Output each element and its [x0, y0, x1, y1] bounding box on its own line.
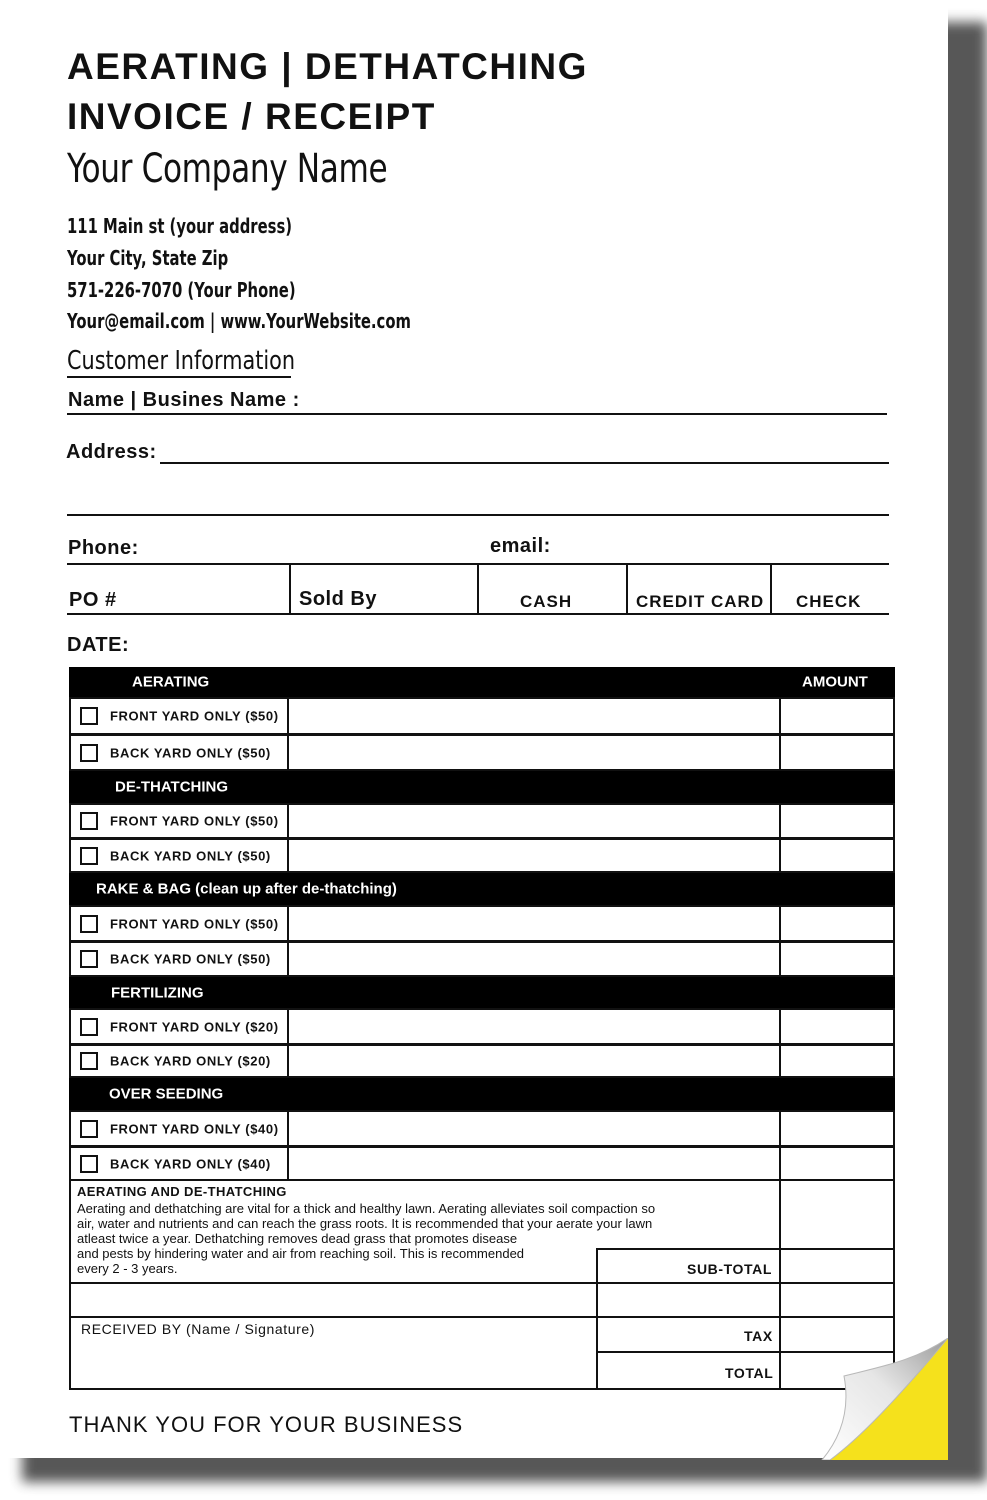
company-web: Your@email.com | www.YourWebsite.com [67, 309, 411, 333]
notes-line: Aerating and dethatching are vital for a thick and healthy lawn. Aerating alleviates soil compaction so [77, 1201, 656, 1216]
description-field[interactable] [287, 734, 781, 771]
section-header-rake-bag [69, 873, 895, 905]
extra-amount-field[interactable] [779, 1282, 895, 1318]
tax-label: TAX [744, 1328, 773, 1344]
description-field[interactable] [287, 1044, 781, 1078]
heading-underline [67, 376, 291, 378]
service-row [69, 1110, 895, 1147]
date-label: DATE: [67, 634, 130, 656]
section-title: OVER SEEDING [109, 1085, 224, 1103]
service-row [69, 1008, 895, 1045]
service-item-label: FRONT YARD ONLY ($20) [110, 1019, 279, 1034]
amount-field[interactable] [779, 1110, 895, 1147]
amount-header: AMOUNT [802, 673, 868, 691]
totals-block [69, 1179, 895, 1390]
address-label: Address: [66, 441, 157, 463]
received-by-label: RECEIVED BY (Name / Signature) [81, 1321, 316, 1337]
company-city: Your City, State Zip [67, 246, 229, 270]
description-field[interactable] [287, 697, 781, 735]
service-item-label: FRONT YARD ONLY ($50) [110, 813, 279, 829]
po-row-underline [67, 613, 889, 615]
description-field[interactable] [287, 1110, 781, 1147]
service-row [69, 734, 895, 771]
notes-title: AERATING AND DE-THATCHING [77, 1184, 287, 1199]
service-row [69, 803, 895, 839]
amount-field[interactable] [779, 1008, 895, 1045]
company-address: 111 Main st (your address) [67, 214, 293, 238]
divider [626, 564, 628, 614]
divider [477, 564, 479, 614]
service-item-label: FRONT YARD ONLY ($50) [110, 916, 279, 931]
service-row [69, 697, 895, 735]
checkbox[interactable] [80, 1155, 98, 1173]
subtotal-label: SUB-TOTAL [687, 1261, 772, 1277]
checkbox[interactable] [80, 1018, 98, 1036]
section-header-over-seeding [69, 1078, 895, 1110]
service-row [69, 1044, 895, 1078]
description-field[interactable] [287, 941, 781, 977]
checkbox[interactable] [80, 1052, 98, 1070]
checkbox[interactable] [80, 847, 98, 865]
amount-field[interactable] [779, 905, 895, 942]
notes-line: every 2 - 3 years. [77, 1261, 178, 1276]
description-field[interactable] [287, 838, 781, 873]
address-field-1[interactable] [160, 462, 889, 464]
service-row [69, 905, 895, 942]
section-title: RAKE & BAG (clean up after de-thatching) [96, 880, 397, 898]
service-item-label: FRONT YARD ONLY ($50) [110, 708, 279, 724]
company-name: Your Company Name [67, 146, 388, 192]
company-phone: 571-226-7070 (Your Phone) [67, 278, 296, 302]
title-line-2: INVOICE / RECEIPT [67, 96, 436, 137]
section-header-dethatching [69, 771, 895, 803]
divider [770, 564, 772, 614]
name-label: Name | Busines Name : [68, 389, 300, 411]
email-label: email: [490, 535, 551, 557]
service-item-label: BACK YARD ONLY ($50) [110, 848, 271, 863]
service-item-label: BACK YARD ONLY ($50) [110, 745, 271, 760]
section-header-aerating [69, 667, 895, 697]
checkbox[interactable] [80, 915, 98, 933]
service-row [69, 941, 895, 977]
description-field[interactable] [287, 1008, 781, 1045]
description-field[interactable] [287, 905, 781, 942]
service-row [69, 838, 895, 873]
divider [289, 564, 291, 614]
amount-field[interactable] [779, 697, 895, 735]
po-label: PO # [69, 589, 117, 611]
description-field[interactable] [287, 803, 781, 839]
credit-card-option[interactable]: CREDIT CARD [636, 592, 765, 611]
page-curl-icon [820, 1338, 948, 1460]
check-option[interactable]: CHECK [796, 592, 862, 611]
phone-label: Phone: [68, 537, 139, 559]
section-title: DE-THATCHING [115, 778, 229, 796]
notes-line: air, water and nutrients and can reach the grass roots. It is recommended that your aerate your lawn [77, 1216, 653, 1231]
service-item-label: BACK YARD ONLY ($50) [110, 951, 271, 967]
amount-field[interactable] [779, 1044, 895, 1078]
checkbox[interactable] [80, 744, 98, 762]
checkbox[interactable] [80, 707, 98, 725]
amount-field[interactable] [779, 838, 895, 873]
amount-field[interactable] [779, 1146, 895, 1181]
service-item-label: BACK YARD ONLY ($40) [110, 1156, 271, 1171]
thank-you-footer: THANK YOU FOR YOUR BUSINESS [69, 1412, 464, 1437]
divider [69, 1282, 597, 1284]
name-field[interactable] [67, 413, 887, 415]
service-item-label: FRONT YARD ONLY ($40) [110, 1121, 279, 1136]
notes-amount-field[interactable] [779, 1179, 895, 1250]
title-line-1: AERATING | DETHATCHING [67, 46, 588, 87]
checkbox[interactable] [80, 1120, 98, 1138]
address-field-2[interactable] [67, 514, 889, 516]
checkbox[interactable] [80, 950, 98, 968]
amount-field[interactable] [779, 734, 895, 771]
divider [69, 1316, 597, 1318]
section-header-fertilizing [69, 977, 895, 1008]
total-label: TOTAL [725, 1365, 774, 1381]
sold-by-label: Sold By [299, 588, 377, 610]
customer-info-heading: Customer Information [67, 346, 296, 376]
section-title: FERTILIZING [111, 984, 204, 1001]
subtotal-field[interactable] [779, 1248, 895, 1284]
section-title: AERATING [132, 673, 210, 691]
service-row [69, 1146, 895, 1181]
notes-line: atleast twice a year. Dethatching removes dead grass that promotes disease [77, 1231, 518, 1246]
amount-field[interactable] [779, 941, 895, 977]
notes-line: and pests by hindering water and air from reaching soil. This is recommended [77, 1246, 525, 1261]
checkbox[interactable] [80, 812, 98, 830]
description-field[interactable] [287, 1146, 781, 1181]
amount-field[interactable] [779, 803, 895, 839]
service-item-label: BACK YARD ONLY ($20) [110, 1053, 271, 1069]
cash-option[interactable]: CASH [520, 592, 573, 611]
